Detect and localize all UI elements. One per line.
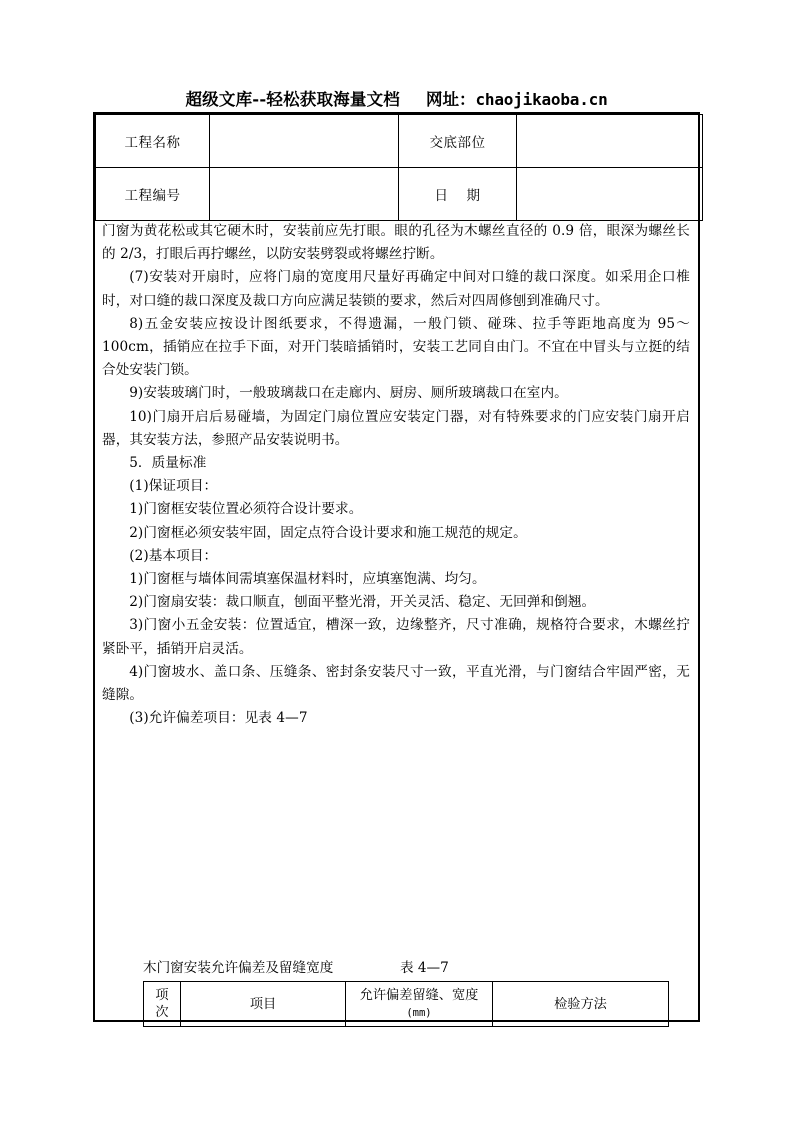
- body-paragraph: 3)门窗小五金安装：位置适宜，槽深一致，边缘整齐，尺寸准确，规格符合要求，木螺丝拧紧卧平，插销开启灵活。: [102, 617, 690, 657]
- spec-col-tolerance-unit: (mm): [406, 1006, 432, 1019]
- table-row: [96, 168, 703, 221]
- spec-col-method: 检验方法: [493, 982, 669, 1027]
- label-date-char-1: 日: [434, 188, 449, 204]
- table-row: [96, 115, 703, 168]
- page-header-title: 超级文库--轻松获取海量文档: [185, 89, 400, 109]
- spec-col-tolerance-label: 允许偏差留缝、宽度: [359, 987, 479, 1003]
- spec-table: [143, 981, 669, 1027]
- body-paragraph: 2)门窗扇安装：裁口顺直，刨面平整光滑，开关灵活、稳定、无回弹和倒翘。: [129, 594, 596, 611]
- body-paragraph: 2)门窗框必须安装牢固，固定点符合设计要求和施工规范的规定。: [129, 524, 527, 541]
- field-date-value[interactable]: [517, 168, 703, 221]
- label-project-name: 工程名称: [96, 115, 210, 168]
- body-paragraph: (1)保证项目：: [129, 478, 218, 495]
- field-project-name-value[interactable]: [210, 115, 399, 168]
- body-paragraph: 9)安装玻璃门时，一般玻璃裁口在走廊内、厨房、厕所玻璃裁口在室内。: [129, 385, 568, 402]
- document-body: [97, 220, 696, 730]
- label-disclosure-part: 交底部位: [399, 115, 517, 168]
- body-paragraph: (3)允许偏差项目：见表 4—7: [129, 710, 308, 727]
- body-paragraph: 1)门窗框与墙体间需填塞保温材料时，应填塞饱满、均匀。: [129, 571, 486, 588]
- label-date: [399, 168, 517, 221]
- body-paragraph: 10)门扇开启后易碰墙，为固定门扇位置应安装定门器，对有特殊要求的门应安装门扇开启器，其安装方法，参照产品安装说明书。: [102, 408, 690, 448]
- project-info-table: [95, 114, 703, 221]
- body-paragraph: 5．质量标准: [129, 455, 207, 472]
- spec-table-wrapper: [143, 981, 648, 1027]
- spec-col-item-no-line1: 项: [155, 988, 169, 1003]
- body-paragraph: 1)门窗框安装位置必须符合设计要求。: [129, 501, 363, 518]
- body-paragraph: (7)安装对开扇时，应将门扇的宽度用尺量好再确定中间对口缝的裁口深度。如采用企口椎时，对口缝的裁口深度及裁口方向应满足装锁的要求，然后对四周修刨到准确尺寸。: [102, 269, 690, 309]
- field-disclosure-part-value[interactable]: [517, 115, 703, 168]
- spec-col-item-no: [144, 982, 181, 1027]
- spec-table-caption-title: 木门窗安装允许偏差及留缝宽度: [143, 960, 334, 976]
- label-date-char-2: 期: [466, 188, 481, 204]
- body-paragraph: 4)门窗坡水、盖口条、压缝条、密封条安装尺寸一致，平直光滑，与门窗结合牢固严密，无缝隙。: [102, 663, 690, 704]
- page-header-site-label: 网址：: [425, 89, 476, 109]
- spec-col-tolerance: [346, 982, 493, 1027]
- body-paragraph: 8)五金安装应按设计图纸要求，不得遗漏，一般门锁、碰珠、拉手等距地高度为 95～100cm，插销应在拉手下面，对开门装暗插销时，安装工艺同自由门。不宜在中冒头与立挺的结合处安装门锁。: [102, 315, 690, 379]
- spec-col-item-no-line2: 次: [155, 1005, 169, 1020]
- page-header-site-url: chaojikaoba.cn: [475, 90, 608, 109]
- table-header-row: [144, 982, 669, 1027]
- spec-table-caption-number: 表 4—7: [399, 960, 449, 976]
- spec-table-caption: [143, 956, 449, 976]
- document-frame: [93, 112, 700, 1022]
- label-project-number: 工程编号: [96, 168, 210, 221]
- body-paragraph: (2)基本项目：: [129, 547, 218, 564]
- body-paragraph: 门窗为黄花松或其它硬木时，安装前应先打眼。眼的孔径为木螺丝直径的 0.9 倍，眼深为螺丝长的 2/3，打眼后再拧螺丝，以防安装劈裂或将螺丝拧断。: [102, 223, 690, 263]
- page-header: [93, 82, 700, 108]
- spec-col-item: 项目: [181, 982, 346, 1027]
- field-project-number-value[interactable]: [210, 168, 399, 221]
